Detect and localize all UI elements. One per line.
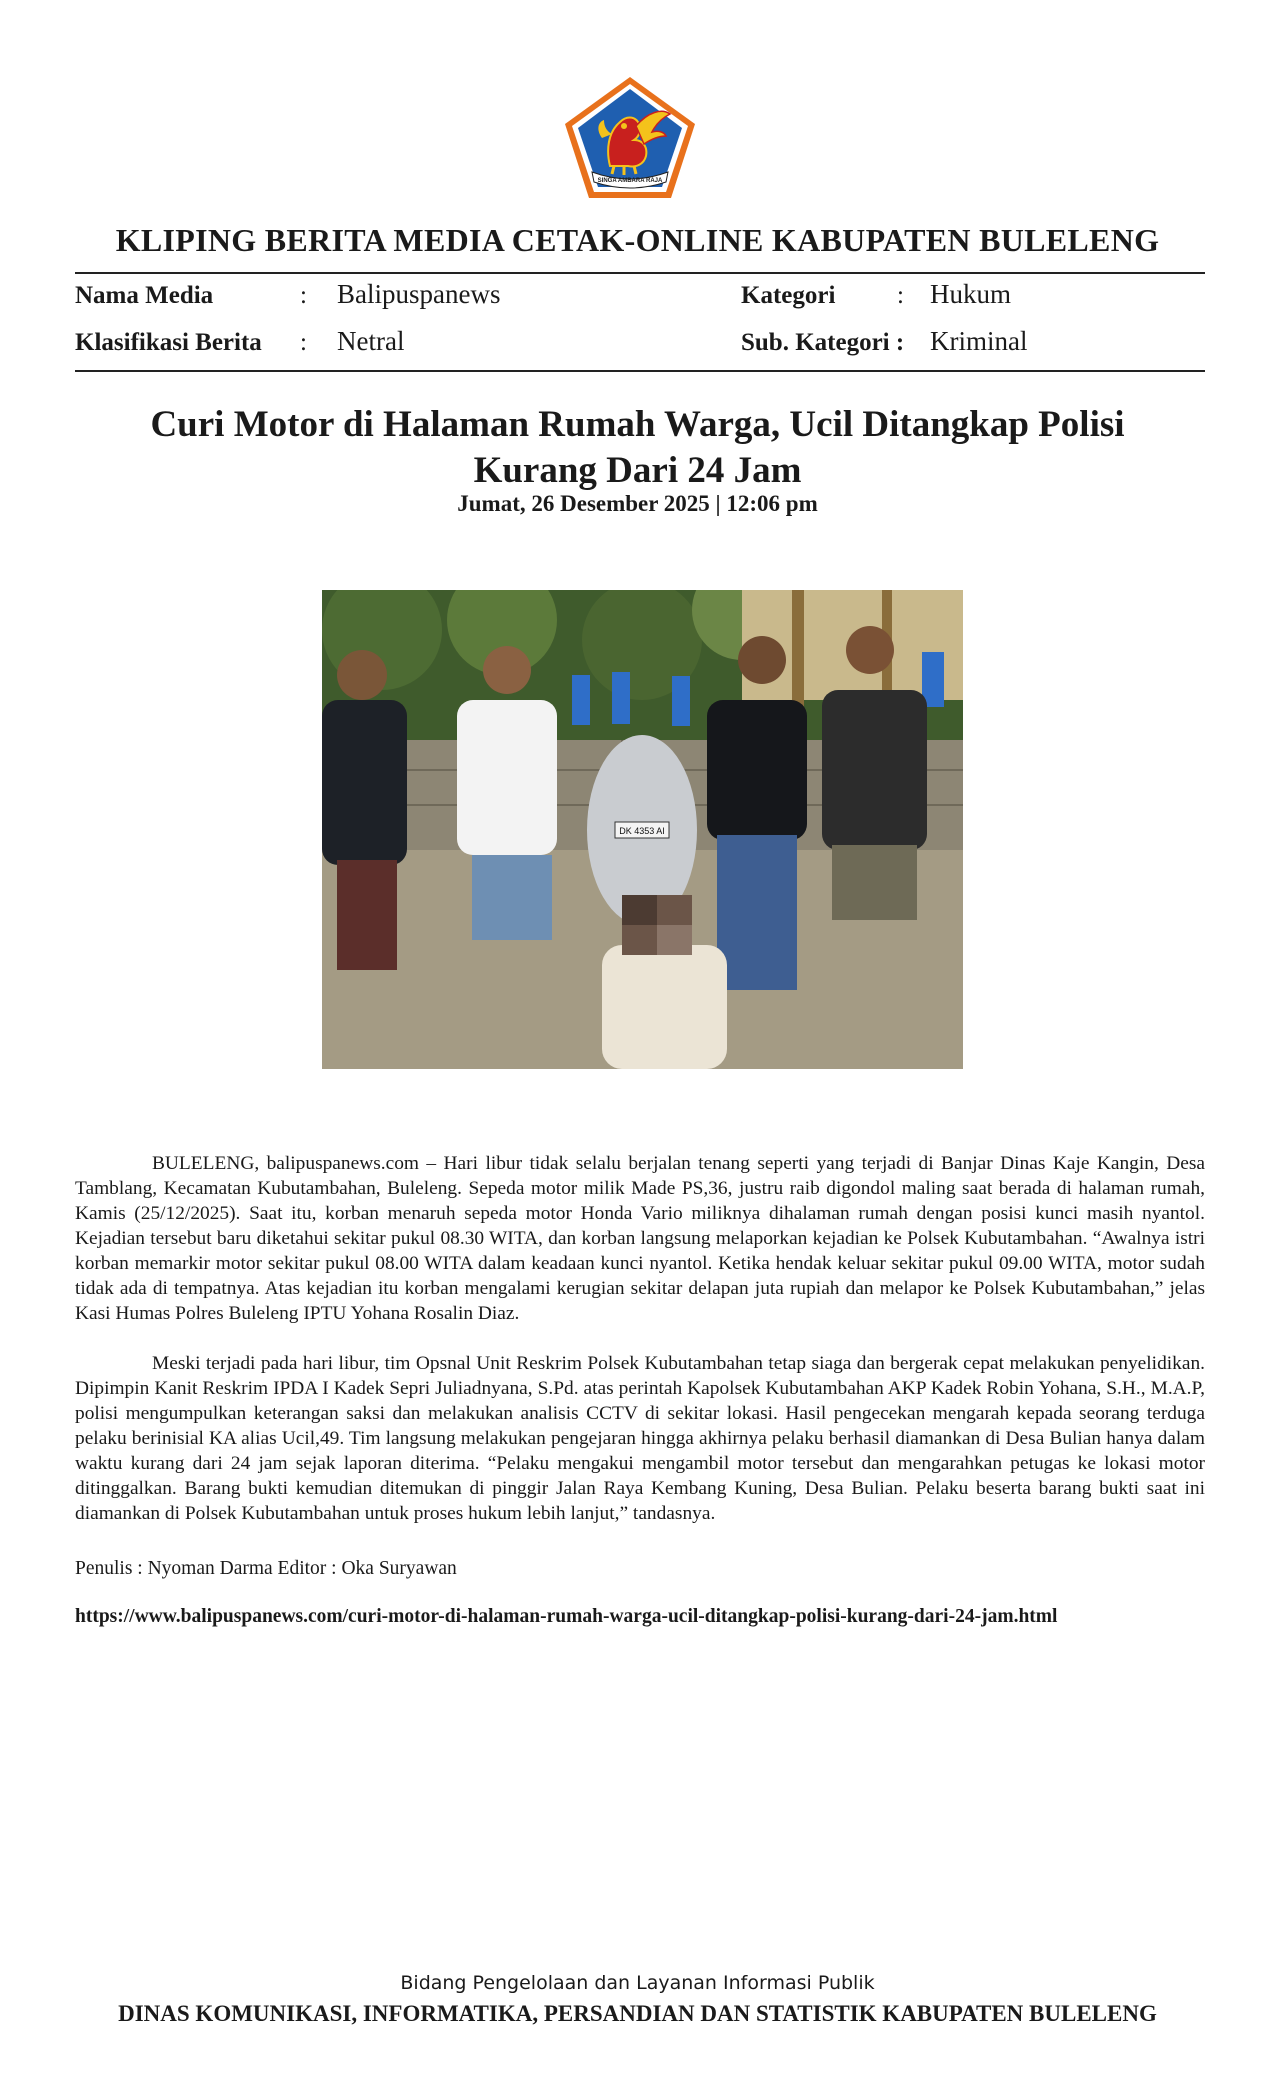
footer-agency: DINAS KOMUNIKASI, INFORMATIKA, PERSANDIAN DAN STATISTIK KABUPATEN BULELENG <box>118 2001 1157 2026</box>
kategori-colon: : <box>897 282 904 309</box>
footer-department: Bidang Pengelolaan dan Layanan Informasi Publik <box>400 1972 875 1994</box>
motorcycle-plate: DK 4353 AI <box>619 826 665 836</box>
logo-motto: SINGA AMBARA RAJA <box>597 178 663 184</box>
media-value: Balipuspanews <box>337 279 501 309</box>
headline-line-1: Curi Motor di Halaman Rumah Warga, Ucil Ditangkap Polisi <box>150 404 1125 445</box>
klasifikasi-colon: : <box>300 329 307 356</box>
article-headline <box>100 402 1175 494</box>
article-source-url: https://www.balipuspanews.com/curi-motor-di-halaman-rumah-warga-ucil-ditangkap-polisi-kurang-dari-24-jam.html <box>75 1606 1058 1627</box>
subkategori-value: Kriminal <box>930 326 1028 356</box>
klasifikasi-value: Netral <box>337 326 405 356</box>
subkategori-label: Sub. Kategori : <box>741 329 905 356</box>
klasifikasi-label: Klasifikasi Berita <box>75 329 262 356</box>
media-label: Nama Media <box>75 282 214 309</box>
article-paragraph: BULELENG, balipuspanews.com – Hari libur tidak selalu berjalan tenang seperti yang terjadi di Banjar Dinas Kaje Kangin, Desa Tamblang, Kecamatan Kubutambahan, Buleleng. Sepeda motor milik Made PS,36, justru raib digondol maling saat berada di halaman rumah, Kamis (25/12/2025). Saat itu, korban menaruh sepeda motor Honda Vario miliknya dihalaman rumah dengan posisi kunci masih nyantol. Kejadian tersebut baru diketahui sekitar pukul 08.30 WITA, dan korban langsung melaporkan kejadian ke Polsek Kubutambahan. “Awalnya istri korban memarkir motor sekitar pukul 08.00 WITA dalam keadaan kunci nyantol. Ketika hendak keluar sekitar pukul 09.00 WITA, motor sudah tidak ada di tempatnya. Atas kejadian itu korban mengalami kerugian sekitar delapan juta rupiah dan melapor ke Polsek Kubutambahan,” jelas Kasi Humas Polres Buleleng IPTU Yohana Rosalin Diaz. <box>75 1153 1205 1324</box>
article-credits: Penulis : Nyoman Darma Editor : Oka Suryawan <box>75 1558 457 1579</box>
header-rule-top <box>75 272 1205 274</box>
kategori-value: Hukum <box>930 279 1011 309</box>
header-rule-bottom <box>75 370 1205 372</box>
article-body <box>75 1151 1205 1551</box>
article-dateline: Jumat, 26 Desember 2025 | 12:06 pm <box>457 491 818 516</box>
article-paragraph: Meski terjadi pada hari libur, tim Opsnal Unit Reskrim Polsek Kubutambahan tetap siaga dan bergerak cepat melakukan penyelidikan. Dipimpin Kanit Reskrim IPDA I Kadek Sepri Juliadnyana, S.Pd. atas perintah Kapolsek Kubutambahan AKP Kadek Robin Yohana, S.H., M.A.P, polisi mengumpulkan keterangan saksi dan melakukan analisis CCTV di sekitar lokasi. Hasil pengecekan mengarah kepada seorang terduga pelaku berinisial KA alias Ucil,49. Tim langsung melakukan pengejaran hingga akhirnya pelaku berhasil diamankan di Desa Bulian hanya dalam waktu kurang dari 24 jam sejak laporan diterima. “Pelaku mengakui mengambil motor tersebut dan mengarahkan petugas ke lokasi motor ditinggalkan. Barang bukti kemudian ditemukan di pinggir Jalan Raya Kembang Kuning, Desa Bulian. Pelaku beserta barang bukti saat ini diamankan di Polsek Kubutambahan untuk proses hukum lebih lanjut,” tandasnya. <box>75 1353 1205 1524</box>
kategori-label: Kategori <box>741 282 836 309</box>
kabupaten-buleleng-logo <box>562 74 698 202</box>
media-colon: : <box>300 282 307 309</box>
clipping-title: KLIPING BERITA MEDIA CETAK-ONLINE KABUPATEN BULELENG <box>115 222 1160 258</box>
article-photo <box>322 590 963 1069</box>
headline-line-2: Kurang Dari 24 Jam <box>473 450 802 491</box>
